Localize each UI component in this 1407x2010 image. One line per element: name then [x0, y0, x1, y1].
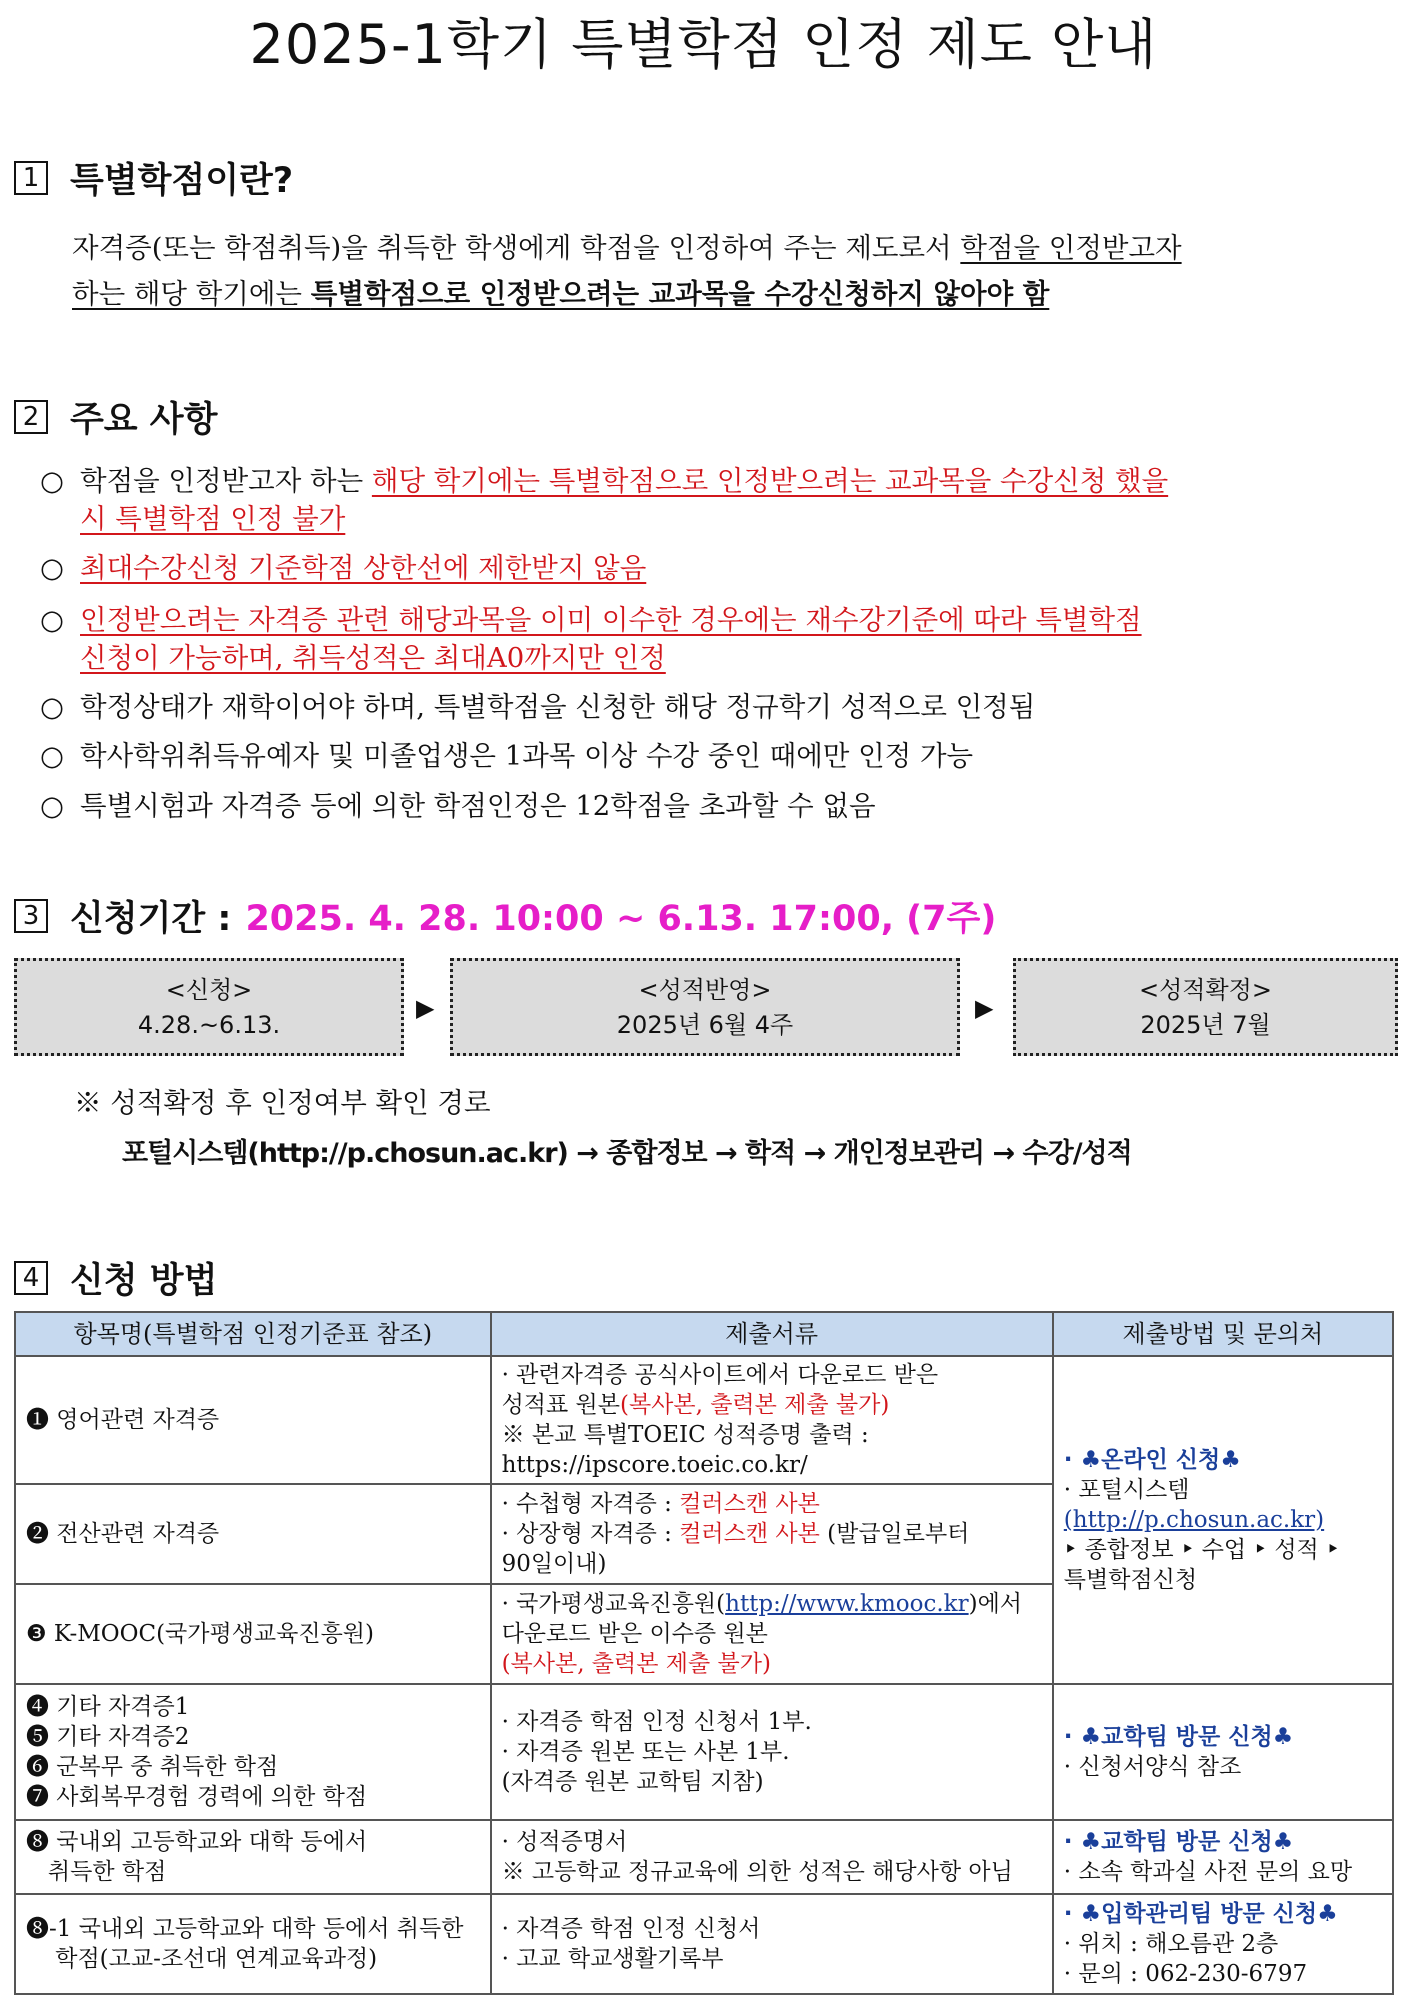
bullet-red-text: 인정받으려는 자격증 관련 해당과목을 이미 이수한 경우에는 재수강기준에 따라 특별학점	[80, 604, 1142, 636]
item-cell	[15, 1820, 491, 1894]
doc-line: 다운로드 받은 이수증 원본	[501, 1621, 768, 1647]
section-1-number: 1	[14, 161, 48, 195]
item-name: 취득한 학점	[26, 1859, 167, 1885]
item-cell	[15, 1684, 491, 1820]
definition-underlined: 학점을 인정받고자	[960, 232, 1182, 264]
item-name: ❼ 사회복무경험 경력에 의한 학점	[26, 1784, 368, 1810]
check-route-path: 포털시스템(http://p.chosun.ac.kr) → 종합정보 → 학적 → 개인정보관리 → 수강/성적	[122, 1138, 1132, 1169]
bullet-text: 학정상태가 재학이어야 하며, 특별학점을 신청한 해당 정규학기 성적으로 인정됨	[80, 691, 1036, 723]
bullet-text: 특별시험과 자격증 등에 의한 학점인정은 12학점을 초과할 수 없음	[80, 790, 876, 822]
method-cell	[1053, 1820, 1393, 1894]
item-name: ❽-1 국내외 고등학교와 대학 등에서 취득한	[26, 1916, 464, 1942]
timeline-stage-reflect	[450, 958, 960, 1056]
item-name: ❻ 군복무 중 취득한 학점	[26, 1754, 279, 1780]
doc-red-note: 컬러스캔 사본	[679, 1521, 820, 1547]
doc-line: ※ 고등학교 정규교육에 의한 성적은 해당사항 아님	[501, 1859, 1013, 1885]
check-route-note: ※ 성적확정 후 인정여부 확인 경로	[74, 1087, 491, 1119]
bullet-item	[40, 688, 1400, 726]
doc-line: (발급일로부터	[819, 1521, 970, 1547]
circle-bullet-icon: ○	[40, 790, 64, 822]
doc-line: · 관련자격증 공식사이트에서 다운로드 받은	[501, 1362, 939, 1388]
docs-cell	[491, 1584, 1053, 1684]
method-cell	[1053, 1684, 1393, 1820]
table-header-row	[15, 1312, 1393, 1356]
docs-cell	[491, 1684, 1053, 1820]
method-line: · 소속 학과실 사전 문의 요망	[1063, 1859, 1353, 1885]
method-line: · 신청서양식 참조	[1063, 1754, 1242, 1780]
arrow-right-icon: ▶	[416, 994, 435, 1022]
bullet-item	[40, 549, 1400, 587]
item-cell	[15, 1584, 491, 1684]
section-4-number: 4	[14, 1261, 48, 1295]
circle-bullet-icon: ○	[40, 552, 64, 584]
method-cell	[1053, 1894, 1393, 1994]
page-title: 2025-1학기 특별학점 인정 제도 안내	[249, 13, 1158, 76]
docs-cell	[491, 1356, 1053, 1484]
definition-line-2	[72, 271, 1402, 317]
bullet-item	[40, 787, 1400, 825]
method-line: · 위치 : 해오름관 2층	[1063, 1931, 1279, 1957]
toeic-score-url[interactable]: https://ipscore.toeic.co.kr/	[501, 1452, 808, 1478]
doc-line: · 자격증 원본 또는 사본 1부.	[501, 1739, 790, 1765]
circle-bullet-icon: ○	[40, 604, 64, 636]
bullet-red-text: 최대수강신청 기준학점 상한선에 제한받지 않음	[80, 552, 647, 584]
stage-label: <성적반영>	[638, 976, 772, 1004]
item-name: ❶ 영어관련 자격증	[26, 1407, 220, 1433]
bullet-text: 학사학위취득유예자 및 미졸업생은 1과목 이상 수강 중인 때에만 인정 가능	[80, 740, 974, 772]
table-row	[15, 1684, 1393, 1820]
doc-line: · 국가평생교육진흥원(	[501, 1591, 726, 1617]
section-3-title: 신청기간 :	[70, 899, 232, 939]
stage-value: 2025년 6월 4주	[616, 1011, 794, 1039]
definition-text: 자격증(또는 학점취득)을 취득한 학생에게 학점을 인정하여 주는 제도로서	[72, 232, 961, 264]
section-4-heading	[14, 1256, 217, 1300]
timeline-stage-apply	[14, 958, 404, 1056]
section-3-number: 3	[14, 899, 48, 933]
doc-line: · 자격증 학점 인정 신청서	[501, 1916, 761, 1942]
section-2-number: 2	[14, 400, 48, 434]
doc-line: · 고교 학교생활기록부	[501, 1946, 724, 1972]
doc-line: · 수첩형 자격증 :	[501, 1491, 680, 1517]
docs-cell	[491, 1484, 1053, 1584]
item-cell	[15, 1484, 491, 1584]
doc-red-note: (복사본, 출력본 제출 불가)	[619, 1392, 890, 1418]
circle-bullet-icon: ○	[40, 691, 64, 723]
definition-line-1	[72, 225, 1402, 271]
arrow-right-icon: ▶	[975, 994, 994, 1022]
table-row	[15, 1356, 1393, 1484]
item-name: 학점(고교-조선대 연계교육과정)	[26, 1946, 378, 1972]
timeline-stage-confirm	[1013, 958, 1398, 1056]
definition-bold: 특별학점으로 인정받으려는 교과목을 수강신청하지 않아야 함	[310, 278, 1050, 310]
method-title: · ♣온라인 신청♣	[1063, 1447, 1241, 1473]
stage-label: <성적확정>	[1139, 976, 1272, 1004]
definition-underlined: 하는 해당 학기에는	[72, 278, 311, 310]
method-line: · 문의 : 062-230-6797	[1063, 1961, 1308, 1987]
column-header: 제출방법 및 문의처	[1053, 1312, 1393, 1356]
stage-value: 2025년 7월	[1140, 1011, 1271, 1039]
item-name: ❷ 전산관련 자격증	[26, 1521, 220, 1547]
method-title: · ♣교학팀 방문 신청♣	[1063, 1829, 1294, 1855]
section-2-title: 주요 사항	[70, 400, 218, 440]
column-header: 제출서류	[491, 1312, 1053, 1356]
table-row	[15, 1894, 1393, 1994]
doc-red-note: 컬러스캔 사본	[679, 1491, 820, 1517]
doc-line: · 상장형 자격증 :	[501, 1521, 680, 1547]
bullet-item	[40, 462, 1400, 538]
item-name: ❹ 기타 자격증1	[26, 1694, 190, 1720]
section-1-heading	[14, 156, 293, 200]
column-header: 항목명(특별학점 인정기준표 참조)	[15, 1312, 491, 1356]
doc-line: · 성적증명서	[501, 1829, 628, 1855]
method-cell	[1053, 1356, 1393, 1684]
kmooc-link[interactable]: http://www.kmooc.kr	[725, 1591, 969, 1617]
item-name: ❺ 기타 자격증2	[26, 1724, 190, 1750]
application-period: 2025. 4. 28. 10:00 ~ 6.13. 17:00, (7주)	[245, 899, 997, 939]
bullet-red-text: 시 특별학점 인정 불가	[80, 503, 346, 535]
section-3-heading	[14, 894, 996, 938]
method-line: ‣ 종합정보 ‣ 수업 ‣ 성적 ‣	[1063, 1537, 1340, 1563]
portal-link[interactable]: (http://p.chosun.ac.kr)	[1063, 1507, 1325, 1533]
section-2-heading	[14, 395, 217, 439]
table-row	[15, 1820, 1393, 1894]
doc-red-note: (복사본, 출력본 제출 불가)	[501, 1651, 771, 1677]
application-table	[14, 1311, 1394, 1995]
circle-bullet-icon: ○	[40, 465, 64, 497]
docs-cell	[491, 1894, 1053, 1994]
item-cell	[15, 1356, 491, 1484]
doc-line: 90일이내)	[501, 1551, 607, 1577]
bullet-item	[40, 737, 1400, 775]
doc-line: 성적표 원본	[501, 1392, 620, 1418]
doc-line: (자격증 원본 교학팀 지참)	[501, 1769, 764, 1795]
bullet-text: 학점을 인정받고자 하는	[80, 465, 372, 497]
item-name: ❽ 국내외 고등학교와 대학 등에서	[26, 1829, 368, 1855]
circle-bullet-icon: ○	[40, 740, 64, 772]
doc-line: )에서	[968, 1591, 1023, 1617]
item-cell	[15, 1894, 491, 1994]
bullet-red-text: 해당 학기에는 특별학점으로 인정받으려는 교과목을 수강신청 했을	[371, 465, 1169, 497]
doc-line: · 자격증 학점 인정 신청서 1부.	[501, 1709, 812, 1735]
method-title: · ♣교학팀 방문 신청♣	[1063, 1724, 1294, 1750]
section-4-title: 신청 방법	[70, 1261, 218, 1301]
docs-cell	[491, 1820, 1053, 1894]
method-line: · 포털시스템	[1063, 1477, 1190, 1503]
doc-line: ※ 본교 특별TOEIC 성적증명 출력 :	[501, 1422, 869, 1448]
stage-value: 4.28.~6.13.	[137, 1011, 281, 1039]
item-name: ❸ K-MOOC(국가평생교육진흥원)	[26, 1621, 374, 1647]
method-title: · ♣입학관리팀 방문 신청♣	[1063, 1901, 1338, 1927]
bullet-red-text: 신청이 가능하며, 취득성적은 최대A0까지만 인정	[80, 642, 666, 674]
stage-label: <신청>	[165, 976, 253, 1004]
section-1-title: 특별학점이란?	[70, 161, 294, 201]
method-line: 특별학점신청	[1063, 1567, 1198, 1593]
bullet-item	[40, 601, 1400, 677]
